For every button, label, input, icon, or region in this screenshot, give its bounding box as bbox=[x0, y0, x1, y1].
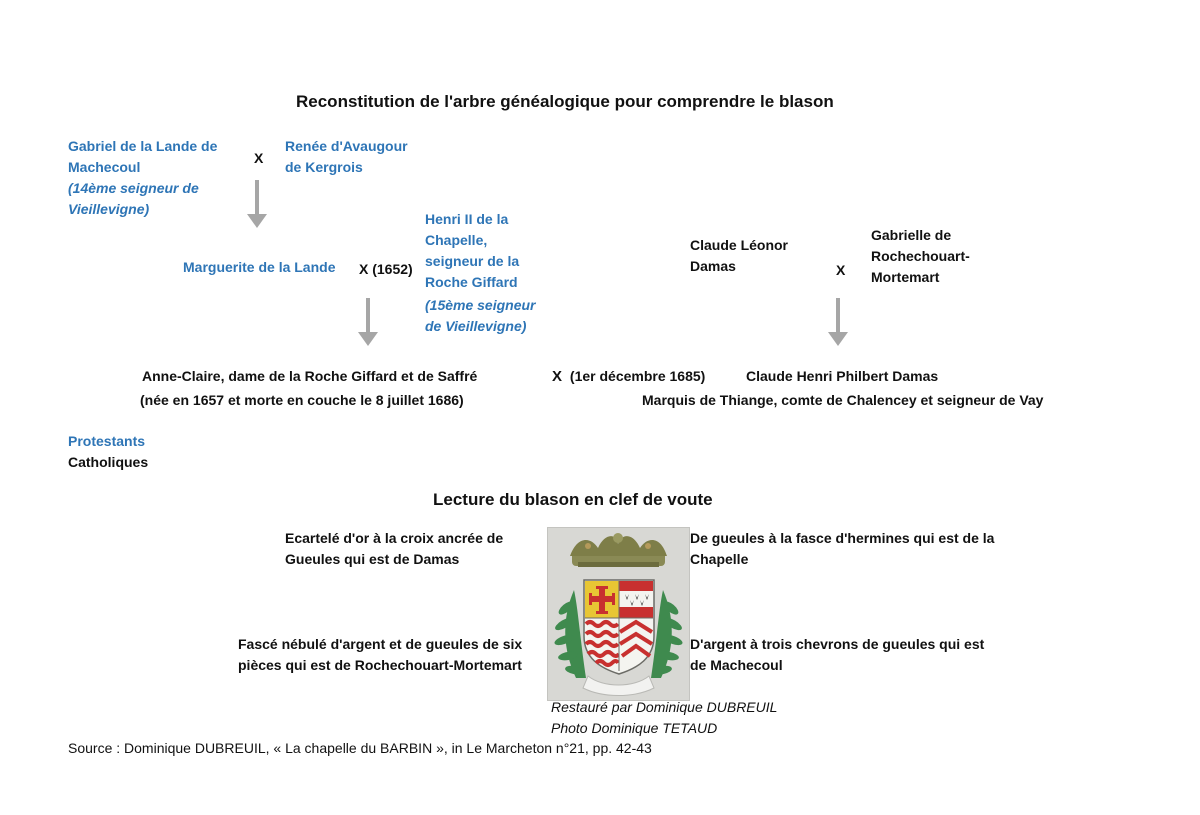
name-line: Henri II de la bbox=[425, 211, 509, 227]
marriage-mark-gen2b: X bbox=[836, 262, 846, 278]
marriage-mark-gen2: X (1652) bbox=[359, 261, 413, 277]
claude-leonor-damas bbox=[690, 235, 788, 277]
name-line: Damas bbox=[690, 258, 736, 274]
descent-arrow-gen2-right bbox=[826, 298, 850, 348]
family-tree-title: Reconstitution de l'arbre généalogique pour comprendre le blason bbox=[296, 92, 834, 111]
name-line: Anne-Claire, dame de la Roche Giffard et de Saffré bbox=[142, 368, 478, 384]
marriage-mark-gen3 bbox=[552, 366, 705, 387]
gabriel-de-la-lande bbox=[68, 136, 217, 220]
note-line: de Vieillevigne) bbox=[425, 318, 527, 334]
name-line: Renée d'Avaugour bbox=[285, 138, 408, 154]
marriage-x: X bbox=[552, 368, 563, 385]
source-citation: Source : Dominique DUBREUIL, « La chapelle du BARBIN », in Le Marcheton n°21, pp. 42-43 bbox=[68, 740, 652, 756]
desc-line: De gueules à la fasce d'hermines qui est de la bbox=[690, 530, 995, 546]
name-line: Gabriel de la Lande de bbox=[68, 138, 218, 154]
desc-line: Gueules qui est de Damas bbox=[285, 551, 460, 567]
name-line: Mortemart bbox=[871, 269, 940, 285]
name-line: Rochechouart- bbox=[871, 248, 970, 264]
note-line: (15ème seigneur bbox=[425, 297, 536, 313]
caption-line: Photo Dominique TETAUD bbox=[551, 720, 718, 736]
gabrielle-de-rochechouart bbox=[871, 225, 970, 288]
name-line: Machecoul bbox=[68, 159, 141, 175]
legend-protestants: Protestants bbox=[68, 433, 146, 449]
desc-line: pièces qui est de Rochechouart-Mortemart bbox=[238, 657, 522, 673]
descent-arrow-gen1 bbox=[245, 180, 269, 230]
desc-line: Chapelle bbox=[690, 551, 749, 567]
blason-desc-top-right bbox=[690, 528, 994, 570]
desc-line: D'argent à trois chevrons de gueules qui est bbox=[690, 636, 985, 652]
name-line: Roche Giffard bbox=[425, 274, 518, 290]
claude-henri-titles: Marquis de Thiange, comte de Chalencey et seigneur de Vay bbox=[642, 392, 1044, 408]
name-line: seigneur de la bbox=[425, 253, 520, 269]
desc-line: de Machecoul bbox=[690, 657, 783, 673]
blason-title: Lecture du blason en clef de voute bbox=[433, 490, 713, 509]
claude-henri-philbert-damas: Claude Henri Philbert Damas bbox=[746, 368, 939, 384]
legend bbox=[68, 431, 148, 473]
name-line: Chapelle, bbox=[425, 232, 488, 248]
coat-of-arms-photo bbox=[547, 527, 690, 701]
note-line: Vieillevigne) bbox=[68, 201, 150, 217]
marriage-date: (1er décembre 1685) bbox=[569, 368, 706, 384]
desc-line: Fascé nébulé d'argent et de gueules de six bbox=[238, 636, 523, 652]
descent-arrow-gen2-left bbox=[356, 298, 380, 348]
henri-ii-de-la-chapelle bbox=[425, 209, 536, 337]
blason-desc-bottom-right bbox=[690, 634, 984, 676]
photo-caption bbox=[551, 697, 777, 739]
note-line: (née en 1657 et morte en couche le 8 juillet 1686) bbox=[140, 392, 464, 408]
renee-d-avaugour bbox=[285, 136, 408, 178]
blason-desc-top-left bbox=[285, 528, 503, 570]
marguerite-de-la-lande: Marguerite de la Lande bbox=[183, 259, 336, 275]
marriage-mark-gen1: X bbox=[254, 150, 264, 166]
legend-catholiques: Catholiques bbox=[68, 454, 149, 470]
blason-desc-bottom-left bbox=[238, 634, 522, 676]
desc-line: Ecartelé d'or à la croix ancrée de bbox=[285, 530, 504, 546]
name-line: Claude Léonor bbox=[690, 237, 789, 253]
note-line: (14ème seigneur de bbox=[68, 180, 199, 196]
caption-line: Restauré par Dominique DUBREUIL bbox=[551, 699, 778, 715]
anne-claire bbox=[140, 366, 477, 411]
name-line: Gabrielle de bbox=[871, 227, 952, 243]
name-line: de Kergrois bbox=[285, 159, 363, 175]
coat-of-arms-icon bbox=[548, 528, 689, 700]
